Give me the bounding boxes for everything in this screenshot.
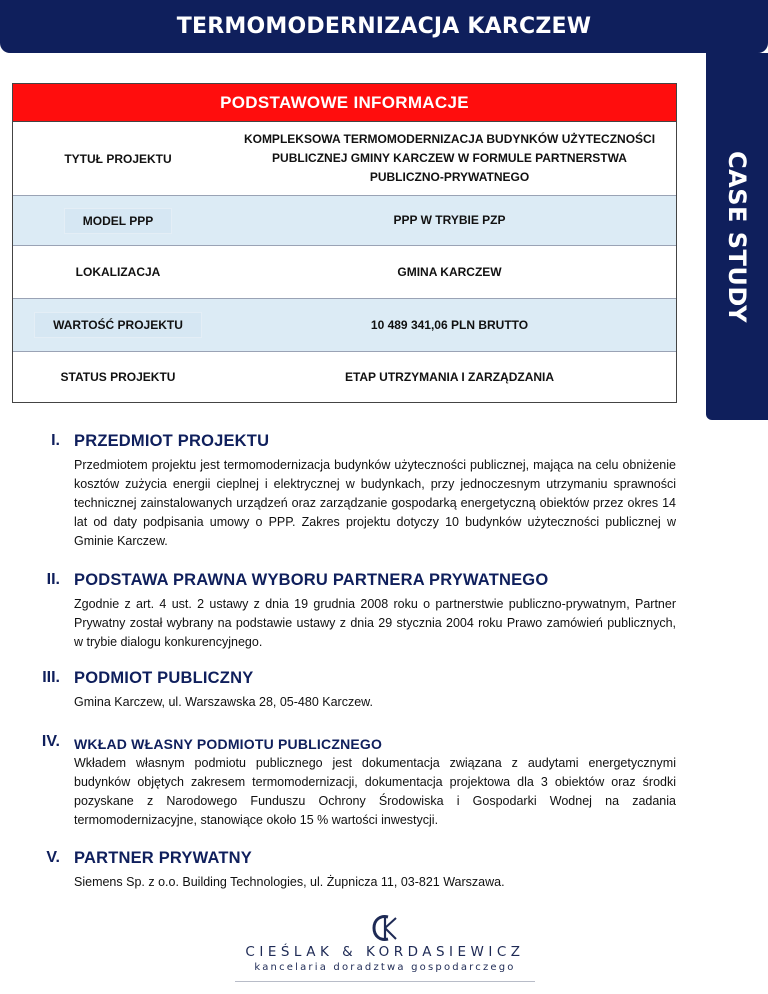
info-label: TYTUŁ PROJEKTU (64, 151, 172, 166)
section-title: PODSTAWA PRAWNA WYBORU PARTNERA PRYWATNEGO (74, 571, 549, 589)
section-body: Siemens Sp. z o.o. Building Technologies, ul. Żupnicza 11, 03-821 Warszawa. (74, 875, 505, 889)
info-row-model (13, 196, 676, 246)
case-study-label: CASE STUDY (723, 150, 751, 323)
info-value: GMINA KARCZEW (397, 264, 502, 279)
section-body: Gmina Karczew, ul. Warszawska 28, 05-480 Karczew. (74, 695, 373, 709)
info-table-heading-text: PODSTAWOWE INFORMACJE (220, 92, 469, 112)
info-table-heading (13, 84, 676, 122)
logo-subtitle: kancelaria doradztwa gospodarczego (254, 962, 516, 973)
section-number: I. (51, 432, 60, 449)
company-logo (222, 910, 548, 994)
info-value: KOMPLEKSOWA TERMOMODERNIZACJA BUDYNKÓW UŻYTECZNOŚCI PUBLICZNEJ GMINY KARCZEW W FORMULE PARTNERSTWA PUBLICZNO-PRYWATNEGO (243, 132, 656, 184)
info-row-title (13, 122, 676, 196)
info-label-cell (13, 299, 223, 351)
info-label: LOKALIZACJA (75, 265, 161, 279)
info-row-value (13, 299, 676, 352)
section-body: Wkładem własnym podmiotu publicznego jest dokumentacja związana z audytami energetycznymi budynków objętych zakresem termomodernizacji, dokumentacja projektowa dla 3 obiektów oraz środki pozyskane z Narodowego Funduszu Ochrony Środowiska i Gospodarki Wodnej na zadania termomodernizacyjne, stanowiące około 15 % wartości inwestycji. (74, 756, 676, 827)
section-body: Zgodnie z art. 4 ust. 2 ustawy z dnia 19 grudnia 2008 roku o partnerstwie publiczno-prywatnym, Partner Prywatny został wybrany na podstawie ustawy z dnia 29 stycznia 2004 roku Prawo zamówień publicznych, w trybie dialogu konkurencyjnego. (74, 597, 676, 649)
info-label: MODEL PPP (64, 208, 172, 234)
ck-monogram-icon (370, 914, 400, 942)
info-value: PPP W TRYBIE PZP (393, 213, 506, 227)
info-label-cell (13, 196, 223, 245)
case-study-tab (706, 53, 768, 420)
info-row-status (13, 352, 676, 402)
section-title: PARTNER PRYWATNY (74, 849, 252, 867)
logo-divider (235, 981, 535, 982)
page-title: TERMOMODERNIZACJA KARCZEW (176, 14, 592, 39)
info-value: ETAP UTRZYMANIA I ZARZĄDZANIA (344, 369, 555, 384)
section-number: II. (46, 571, 60, 588)
section-title: WKŁAD WŁASNY PODMIOTU PUBLICZNEGO (74, 736, 383, 752)
section-number: V. (46, 849, 60, 866)
basic-info-table (12, 83, 677, 403)
section-number: IV. (41, 733, 60, 750)
section-body: Przedmiotem projektu jest termomodernizacja budynków użyteczności publicznej, mająca na celu obniżenie kosztów zużycia energii cieplnej i elektrycznej w budynkach, przy jednoczesnym utrzymaniu sprawności technicznej zainstalowanych urządzeń oraz zarządzanie gospodarką energetyczną obiektów przez okres 14 lat od daty podpisania umowy o PPP. Zakres projektu dotyczy 10 budynków użyteczności publicznej w Gminie Karczew. (74, 458, 676, 548)
info-value: 10 489 341,06 PLN BRUTTO (370, 317, 529, 332)
section-title: PODMIOT PUBLICZNY (74, 669, 254, 687)
section-title: PRZEDMIOT PROJEKTU (74, 432, 270, 450)
header-bar (0, 0, 768, 53)
info-label: WARTOŚĆ PROJEKTU (34, 312, 202, 338)
logo-name: CIEŚLAK & KORDASIEWICZ (245, 944, 525, 960)
info-label: STATUS PROJEKTU (60, 370, 176, 384)
section-number: III. (42, 669, 60, 686)
info-row-location (13, 246, 676, 299)
